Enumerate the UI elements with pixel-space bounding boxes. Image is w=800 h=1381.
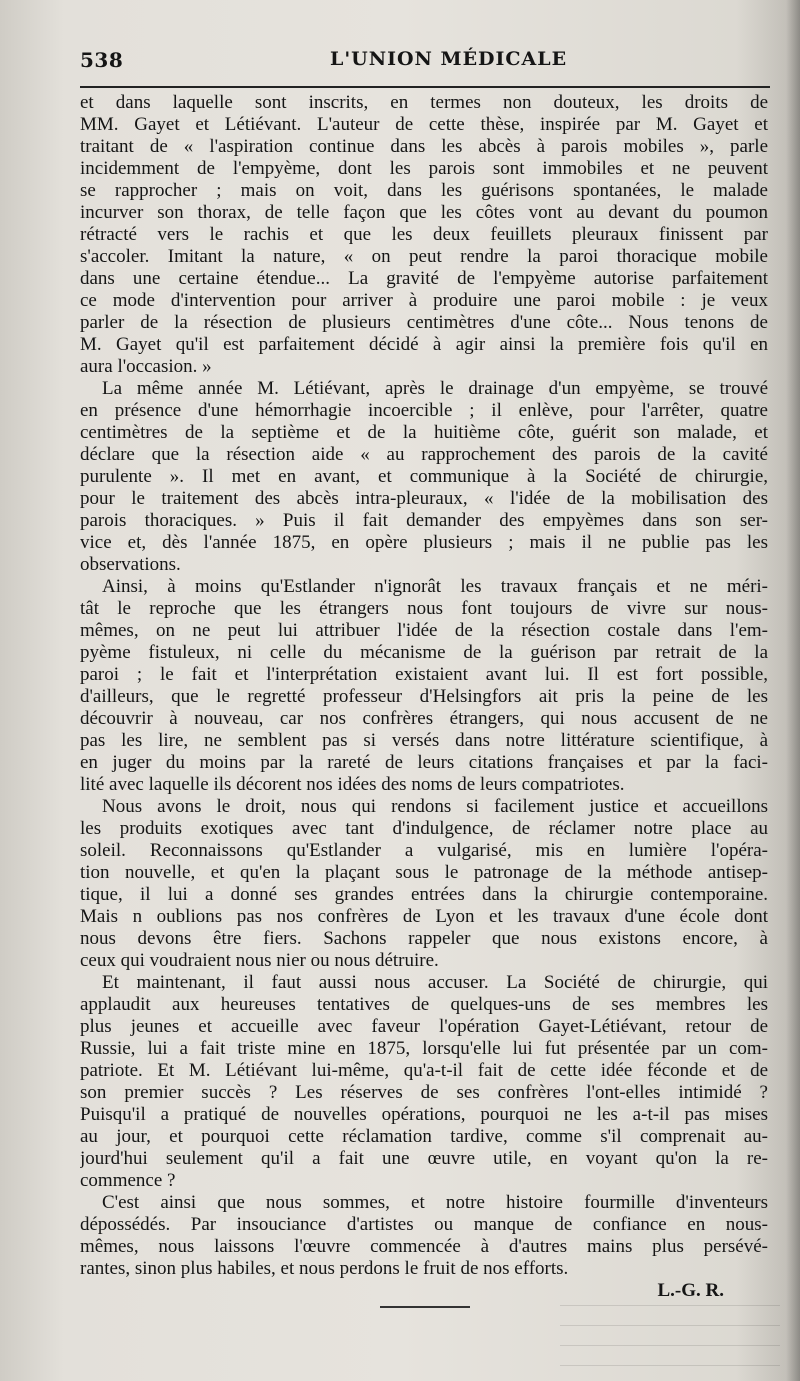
text-line: purulente ». Il met en avant, et communique à la Société de chirurgie, bbox=[80, 466, 768, 487]
text-line: observations. bbox=[80, 554, 181, 575]
text-line: incurver son thorax, de telle façon que les côtes vont au devant du poumon bbox=[80, 202, 768, 223]
running-title: L'UNION MÉDICALE bbox=[330, 48, 568, 70]
text-line: et dans laquelle sont inscrits, en termes non douteux, les droits de bbox=[80, 92, 768, 113]
text-line: dans une certaine étendue... La gravité de l'empyème autorise parfaitement bbox=[80, 268, 768, 289]
page-header bbox=[80, 44, 770, 78]
text-line: en juger du moins par la rareté de leurs citations françaises et par la faci- bbox=[80, 752, 768, 773]
article-body bbox=[80, 92, 768, 1302]
text-line: centimètres de la septième et de la huitième côte, guérit son malade, et bbox=[80, 422, 768, 443]
text-line: pas les lire, ne semblent pas si versés dans notre littérature scientifique, à bbox=[80, 730, 768, 751]
text-line: lité avec laquelle ils décorent nos idées des noms de leurs compatriotes. bbox=[80, 774, 625, 795]
text-line: rétracté vers le rachis et que les deux feuillets pleuraux finissent par bbox=[80, 224, 768, 245]
page-number: 538 bbox=[80, 48, 124, 72]
text-line: mêmes, nous laissons l'œuvre commencée à d'autres mains plus persévé- bbox=[80, 1236, 768, 1257]
page-edge-shadow bbox=[786, 0, 800, 1381]
text-line: Puisqu'il a pratiqué de nouvelles opérations, pourquoi ne les a-t-il pas mises bbox=[80, 1104, 768, 1125]
text-line: M. Gayet qu'il est parfaitement décidé à agir ainsi la première fois qu'il en bbox=[80, 334, 768, 355]
text-line: soleil. Reconnaissons qu'Estlander a vulgarisé, mis en lumière l'opéra- bbox=[80, 840, 768, 861]
header-rule bbox=[80, 86, 770, 88]
text-line: rantes, sinon plus habiles, et nous perdons le fruit de nos efforts. bbox=[80, 1258, 569, 1279]
text-line: en présence d'une hémorrhagie incoercible ; il enlève, pour l'arrêter, quatre bbox=[80, 400, 768, 421]
text-line: nous devons être fiers. Sachons rappeler que nous existons encore, à bbox=[80, 928, 768, 949]
text-line: son premier succès ? Les réserves de ses confrères l'ont-elles intimidé ? bbox=[80, 1082, 768, 1103]
text-line: Mais n oublions pas nos confrères de Lyon et les travaux d'une école dont bbox=[80, 906, 768, 927]
show-through-text bbox=[560, 1296, 780, 1366]
text-line: aura l'occasion. » bbox=[80, 356, 212, 377]
text-line: découvrir à nouveau, car nos confrères étrangers, qui nous accusent de ne bbox=[80, 708, 768, 729]
text-line: mêmes, on ne peut lui attribuer l'idée de la résection costale dans l'em- bbox=[80, 620, 768, 641]
text-line: au jour, et pourquoi cette réclamation tardive, comme s'il comprenait au- bbox=[80, 1126, 768, 1147]
text-line: ceux qui voudraient nous nier ou nous détruire. bbox=[80, 950, 439, 971]
text-line: parois thoraciques. » Puis il fait demander des empyèmes dans son ser- bbox=[80, 510, 768, 531]
text-line: tât le reproche que les étrangers nous font toujours de vivre sur nous- bbox=[80, 598, 768, 619]
text-line: plus jeunes et accueille avec faveur l'opération Gayet-Létiévant, retour de bbox=[80, 1016, 768, 1037]
text-line: La même année M. Létiévant, après le drainage d'un empyème, se trouvé bbox=[102, 378, 768, 399]
text-line: incidemment de l'empyème, dont les parois sont immobiles et ne peuvent bbox=[80, 158, 768, 179]
text-line: pour le traitement des abcès intra-pleuraux, « l'idée de la mobilisation des bbox=[80, 488, 768, 509]
text-line: jourd'hui seulement qu'il a fait une œuvre utile, en voyant qu'on la re- bbox=[80, 1148, 768, 1169]
text-line: ce mode d'intervention pour arriver à produire une paroi mobile : je veux bbox=[80, 290, 768, 311]
text-line: parler de la résection de plusieurs centimètres d'une côte... Nous tenons de bbox=[80, 312, 768, 333]
text-line: se rapprocher ; mais on voit, dans les guérisons spontanées, le malade bbox=[80, 180, 768, 201]
text-line: paroi ; le fait et l'interprétation existaient avant lui. Il est fort possible, bbox=[80, 664, 768, 685]
text-line: Et maintenant, il faut aussi nous accuser. La Société de chirurgie, qui bbox=[102, 972, 768, 993]
text-line: MM. Gayet et Létiévant. L'auteur de cette thèse, inspirée par M. Gayet et bbox=[80, 114, 768, 135]
text-line: traitant de « l'aspiration continue dans les abcès à parois mobiles », parle bbox=[80, 136, 768, 157]
text-line: C'est ainsi que nous sommes, et notre histoire fourmille d'inventeurs bbox=[102, 1192, 768, 1213]
end-rule bbox=[380, 1306, 470, 1308]
text-line: vice et, dès l'année 1875, en opère plusieurs ; mais il ne publie pas les bbox=[80, 532, 768, 553]
text-line: patriote. Et M. Létiévant lui-même, qu'a-t-il fait de cette idée féconde et de bbox=[80, 1060, 768, 1081]
text-line: déclare que la résection aide « au rapprochement des parois de la cavité bbox=[80, 444, 768, 465]
text-line: commence ? bbox=[80, 1170, 176, 1191]
text-line: Ainsi, à moins qu'Estlander n'ignorât les travaux français et ne méri- bbox=[102, 576, 768, 597]
text-line: tique, il lui a donné ses grandes entrées dans la chirurgie contemporaine. bbox=[80, 884, 768, 905]
text-line: Nous avons le droit, nous qui rendons si facilement justice et accueillons bbox=[102, 796, 768, 817]
text-line: dépossédés. Par insouciance d'artistes ou manque de confiance en nous- bbox=[80, 1214, 768, 1235]
text-line: s'accoler. Imitant la nature, « on peut rendre la paroi thoracique mobile bbox=[80, 246, 768, 267]
text-line: d'ailleurs, que le regretté professeur d'Helsingfors ait pris la peine de les bbox=[80, 686, 768, 707]
text-line: Russie, lui a fait triste mine en 1875, lorsqu'elle lui fut présentée par un com- bbox=[80, 1038, 768, 1059]
text-line: tion nouvelle, et qu'en la plaçant sous le patronage de la méthode antisep- bbox=[80, 862, 768, 883]
text-line: pyème fistuleux, ni celle du mécanisme de la guérison par retrait de la bbox=[80, 642, 768, 663]
author-signature: L.-G. R. bbox=[657, 1280, 724, 1301]
text-line: applaudit aux heureuses tentatives de quelques-uns de ses membres les bbox=[80, 994, 768, 1015]
text-line: les produits exotiques avec tant d'indulgence, de réclamer notre place au bbox=[80, 818, 768, 839]
